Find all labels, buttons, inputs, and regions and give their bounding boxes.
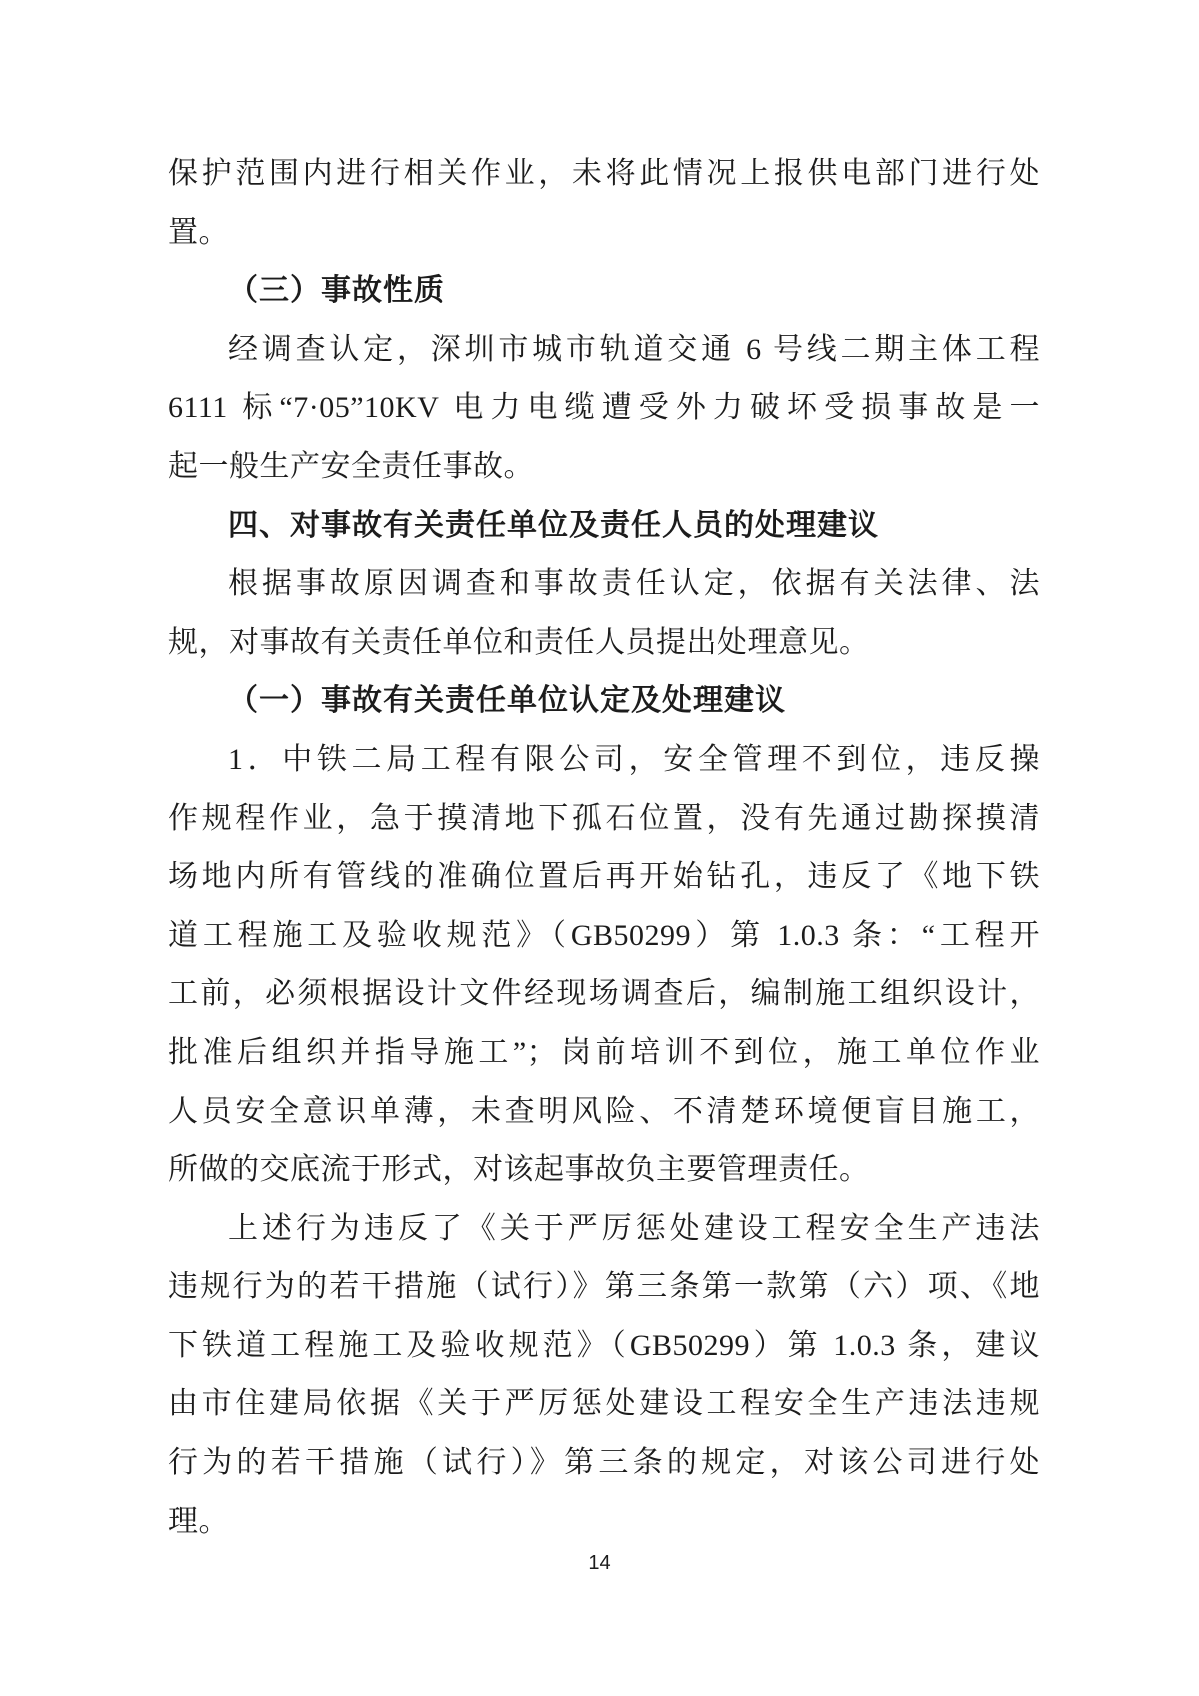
document-body bbox=[168, 145, 1040, 1551]
text-line: 置。 bbox=[168, 215, 229, 249]
text-line: 下铁道工程施工及验收规范》（GB50299）第 1.0.3 条，建议 bbox=[168, 1328, 1040, 1362]
text-line: 上述行为违反了《关于严厉惩处建设工程安全生产违法 bbox=[228, 1211, 1040, 1245]
text-line: 由市住建局依据《关于严厉惩处建设工程安全生产违法违规 bbox=[168, 1387, 1040, 1421]
text-line: 保护范围内进行相关作业，未将此情况上报供电部门进行处 bbox=[168, 157, 1040, 190]
text-line: 起一般生产安全责任事故。 bbox=[168, 449, 534, 483]
text-line: 规，对事故有关责任单位和责任人员提出处理意见。 bbox=[168, 625, 870, 659]
text-line: 违规行为的若干措施（试行）》第三条第一款第（六）项、《地 bbox=[168, 1270, 1040, 1304]
text-line: 工前，必须根据设计文件经现场调查后，编制施工组织设计， bbox=[168, 977, 1040, 1011]
text-line: 6111 标“7·05”10KV 电力电缆遭受外力破坏受损事故是一 bbox=[168, 391, 1040, 425]
section-heading: （一）事故有关责任单位认定及处理建议 bbox=[228, 684, 786, 718]
section-heading: 四、对事故有关责任单位及责任人员的处理建议 bbox=[228, 508, 879, 542]
text-line: 场地内所有管线的准确位置后再开始钻孔，违反了《地下铁 bbox=[168, 860, 1040, 894]
text-line: 批准后组织并指导施工”；岗前培训不到位，施工单位作业 bbox=[168, 1035, 1040, 1069]
text-line: 根据事故原因调查和事故责任认定，依据有关法律、法 bbox=[228, 567, 1040, 601]
text-line: 行为的若干措施（试行）》第三条的规定，对该公司进行处 bbox=[168, 1446, 1040, 1480]
text-line: 作规程作业，急于摸清地下孤石位置，没有先通过勘探摸清 bbox=[168, 801, 1040, 835]
section-heading: （三）事故性质 bbox=[228, 274, 445, 308]
text-line: 道工程施工及验收规范》（GB50299）第 1.0.3 条：“工程开 bbox=[168, 918, 1040, 952]
text-line: 理。 bbox=[168, 1504, 229, 1538]
text-line: 所做的交底流于形式，对该起事故负主要管理责任。 bbox=[168, 1153, 870, 1187]
page-number: 14 bbox=[588, 1552, 611, 1574]
text-line: 人员安全意识单薄，未查明风险、不清楚环境便盲目施工， bbox=[168, 1094, 1040, 1128]
text-line: 经调查认定，深圳市城市轨道交通 6 号线二期主体工程 bbox=[228, 332, 1040, 366]
text-line: 1．中铁二局工程有限公司，安全管理不到位，违反操 bbox=[228, 742, 1040, 776]
